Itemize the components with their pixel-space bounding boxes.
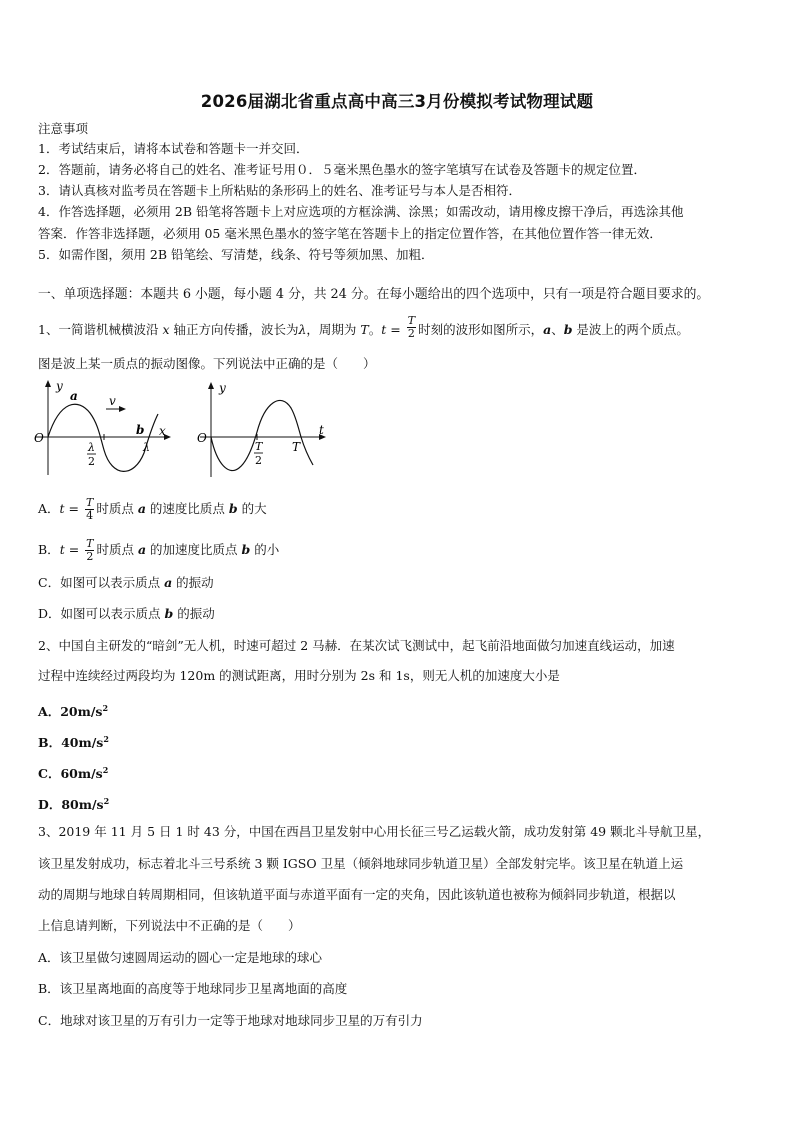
q1-option-b-text2: 的加速度比质点	[146, 542, 242, 557]
q1-option-a-frac	[85, 497, 94, 522]
q1-fraction	[407, 315, 416, 340]
q1-text-2: 轴正方向传播，波长为	[169, 322, 299, 337]
q1-option-d-p: b	[164, 606, 174, 621]
vib-y-label: y	[219, 381, 226, 395]
q1-var-t: t	[381, 322, 387, 337]
notice-item-4: 4．作答选择题，必须用 2B 铅笔将答题卡上对应选项的方框涂满、涂黑；如需改动，请用橡皮擦干净后，再选涂其他	[38, 204, 684, 219]
q2-option-a-label: A．	[38, 704, 61, 720]
wave-point-b: b	[136, 423, 145, 437]
wave-curve	[48, 404, 158, 471]
q1-option-a-text3: 的大	[237, 501, 267, 516]
wave-graph	[30, 378, 180, 481]
q1-option-a-t: t	[59, 501, 65, 516]
wave-velocity-label: v	[109, 394, 116, 408]
q1-option-a-text2: 的速度比质点	[145, 501, 229, 516]
q1-option-b-label: B．	[38, 542, 60, 557]
q1-option-a-p1: a	[137, 501, 146, 516]
q1-option-d	[38, 606, 215, 622]
q2-option-c	[38, 762, 108, 782]
q1-var-x: x	[162, 322, 170, 337]
q3-option-c-label: C．	[38, 1013, 61, 1028]
q1-option-c-text1: 如图可以表示质点	[60, 575, 165, 590]
q1-option-a-num: T	[85, 496, 94, 509]
wave-half-lambda-den: 2	[88, 455, 95, 468]
q2-option-c-label: C．	[38, 766, 61, 782]
q1-frac-den: 2	[407, 327, 415, 340]
q1-var-T: T	[360, 322, 369, 337]
wave-graph-svg	[30, 378, 180, 478]
velocity-arrow-head	[119, 406, 126, 412]
q2-option-a-value: 20m/s	[60, 704, 103, 720]
q1-option-b-text3: 的小	[250, 542, 280, 557]
question-1-stem	[38, 314, 758, 343]
notice-item-4-cont: 答案．作答非选择题，必须用 05 毫米黑色墨水的签字笔在答题卡上的指定位置作答，在其他位置作答一律无效．	[38, 226, 662, 241]
vib-T-label: T	[292, 440, 301, 454]
notice-item-3: 3．请认真核对监考员在答题卡上所粘贴的条形码上的姓名、准考证号与本人是否相符．	[38, 183, 521, 198]
section-heading: 一、单项选择题：本题共 6 小题，每小题 4 分，共 24 分。在每小题给出的四个选项中，只有一项是符合题目要求的。	[38, 287, 710, 302]
notice-item-5: 5．如需作图，须用 2B 铅笔绘、写清楚，线条、符号等须加黑、加粗．	[38, 247, 434, 262]
wave-y-arrow	[45, 380, 51, 387]
q3-option-a-text: 该卫星做匀速圆周运动的圆心一定是地球的球心	[59, 950, 323, 965]
q1-option-a-label: A．	[38, 501, 60, 516]
q1-option-b-p1: a	[137, 542, 147, 557]
question-2-stem-cont: 过程中连续经过两段均为 120m 的测试距离，用时分别为 2s 和 1s，则无人机的加速度大小是	[38, 668, 560, 683]
question-3-stem-cont-1: 该卫星发射成功，标志着北斗三号系统 3 颗 IGSO 卫星（倾斜地球同步轨道卫星）全部发射完毕。该卫星在轨道上运	[38, 856, 684, 871]
q1-option-b-den: 2	[86, 550, 94, 563]
q1-option-b	[38, 538, 279, 563]
notice-item-2: 2．答题前，请务必将自己的姓名、准考证号用０．５毫米黑色墨水的签字笔填写在试卷及答题卡的规定位置．	[38, 162, 646, 177]
q1-option-a	[38, 497, 267, 522]
q1-text-1: 1、一简谐机械横波沿	[38, 322, 163, 337]
q1-option-b-p2: b	[241, 542, 251, 557]
q2-option-d-value: 80m/s	[61, 797, 104, 813]
vibration-graph	[195, 380, 335, 483]
q1-text-6: 是波上的两个质点。	[572, 322, 689, 337]
wave-origin-label: O	[34, 431, 44, 445]
q1-option-a-den: 4	[86, 509, 94, 522]
q2-option-c-value: 60m/s	[60, 766, 103, 782]
q2-option-d-sup: 2	[103, 796, 110, 806]
q3-option-c	[38, 1013, 423, 1029]
wave-y-label: y	[56, 379, 63, 393]
q1-point-a: a	[543, 322, 552, 337]
q1-option-b-text1: 时质点	[96, 542, 138, 557]
q1-text-3: ，周期为	[306, 322, 361, 337]
vib-half-T-den: 2	[255, 454, 262, 467]
q1-text-4: 。	[368, 322, 382, 337]
question-3-stem: 3、2019 年 11 月 5 日 1 时 43 分，中国在西昌卫星发射中心用长征三号乙运载火箭，成功发射第 49 颗北斗导航卫星，	[38, 824, 711, 839]
notice-heading: 注意事项	[38, 121, 89, 136]
q1-option-c-p: a	[164, 575, 173, 590]
q2-option-a	[38, 700, 108, 720]
q2-option-b-value: 40m/s	[61, 735, 104, 751]
question-3-stem-cont-2: 动的周期与地球自转周期相同，但该轨道平面与赤道平面有一定的夹角，因此该轨道也被称为倾斜同步轨道，根据以	[38, 887, 676, 902]
q3-option-b	[38, 981, 347, 997]
page-title: 2026届湖北省重点高中高三3月份模拟考试物理试题	[200, 92, 594, 111]
q2-option-a-sup: 2	[102, 703, 109, 713]
q1-var-lambda: λ	[298, 322, 307, 337]
q3-option-b-text: 该卫星离地面的高度等于地球同步卫星离地面的高度	[59, 981, 348, 996]
q1-option-b-num: T	[86, 537, 94, 550]
q2-option-b-label: B．	[38, 735, 62, 751]
notice-item-1: 1．考试结束后，请将本试卷和答题卡一并交回．	[38, 141, 309, 156]
q1-eq: =	[386, 322, 405, 337]
q3-option-a	[38, 950, 322, 966]
vibration-curve	[211, 400, 313, 470]
question-1-stem-cont: 图是波上某一质点的振动图像。下列说法中正确的是（ ）	[38, 356, 376, 371]
q1-option-c-label: C．	[38, 575, 61, 590]
q1-option-d-label: D．	[38, 606, 61, 621]
q3-option-a-label: A．	[38, 950, 60, 965]
vib-half-T-num: T	[255, 440, 263, 453]
q1-text-5: 时刻的波形如图所示，	[418, 322, 544, 337]
q1-point-b: b	[563, 322, 573, 337]
wave-half-lambda-num: λ	[88, 441, 95, 454]
q1-option-d-text1: 如图可以表示质点	[60, 606, 165, 621]
q1-option-a-eq: =	[64, 501, 83, 516]
q1-option-c	[38, 575, 214, 591]
q1-frac-num: T	[407, 314, 416, 327]
q2-option-d-label: D．	[38, 797, 62, 813]
q3-option-b-label: B．	[38, 981, 60, 996]
q2-option-c-sup: 2	[102, 765, 109, 775]
q1-option-a-p2: b	[228, 501, 238, 516]
wave-lambda-label: λ	[143, 441, 150, 454]
question-3-stem-cont-3: 上信息请判断，下列说法中不正确的是（ ）	[38, 918, 301, 933]
q1-option-b-t: t	[59, 542, 65, 557]
q1-option-b-frac	[85, 538, 94, 563]
q2-option-b-sup: 2	[103, 734, 109, 744]
q1-option-c-text2: 的振动	[172, 575, 214, 590]
q1-sep: 、	[551, 322, 564, 337]
q1-option-b-eq: =	[64, 542, 84, 557]
wave-x-label: x	[159, 424, 166, 438]
q1-option-a-text1: 时质点	[96, 501, 138, 516]
wave-point-a: a	[70, 389, 78, 403]
q3-option-c-text: 地球对该卫星的万有引力一定等于地球对地球同步卫星的万有引力	[60, 1013, 423, 1028]
q1-option-d-text2: 的振动	[173, 606, 215, 621]
vibration-graph-svg	[195, 380, 335, 480]
vib-origin-label: O	[197, 431, 207, 445]
q2-option-d	[38, 793, 109, 813]
vib-t-label: t	[319, 423, 324, 437]
vib-y-arrow	[208, 382, 214, 389]
q2-option-b	[38, 731, 109, 751]
question-2-stem: 2、中国自主研发的“暗剑”无人机，时速可超过 2 马赫．在某次试飞测试中，起飞前沿地面做匀加速直线运动，加速	[38, 638, 675, 653]
